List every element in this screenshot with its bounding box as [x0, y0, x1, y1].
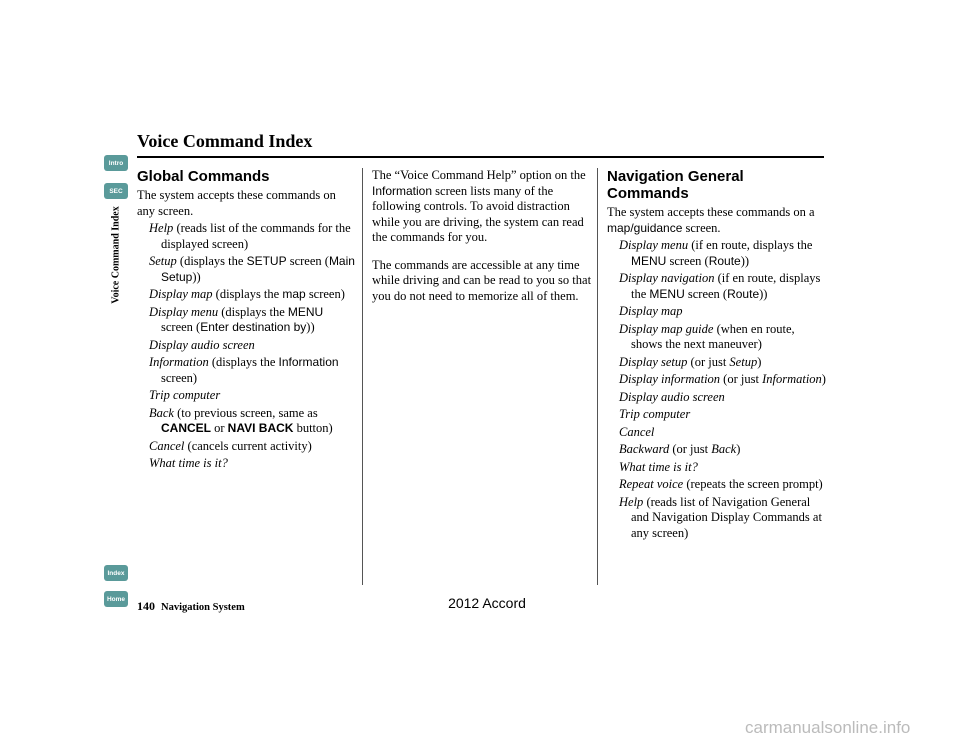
section-name: Navigation System: [161, 602, 245, 613]
command-item: Display map guide (when en route, shows the next maneuver): [619, 321, 795, 351]
command-item: What time is it?: [619, 459, 698, 474]
global-commands-column: [137, 168, 357, 472]
watermark: carmanualsonline.info: [745, 718, 911, 737]
command-item: What time is it?: [149, 456, 228, 470]
global-commands-intro: The system accepts these commands on any screen.: [137, 188, 336, 218]
column-divider: [597, 168, 598, 585]
index-tab[interactable]: Index: [104, 565, 128, 581]
navigation-commands-column: [607, 168, 827, 541]
global-commands-heading: Global Commands: [137, 168, 270, 185]
page-title: Voice Command Index: [137, 131, 313, 151]
command-item: Display map: [619, 304, 683, 318]
page-number: 140: [137, 599, 155, 613]
command-item: Display navigation (if en route, displays the MENU screen (Route)): [619, 271, 821, 301]
command-item: Display information (or just Information): [619, 372, 826, 386]
command-item: Display setup (or just Setup): [619, 354, 762, 369]
voice-help-paragraph: The “Voice Command Help” option on the Information screen lists many of the following controls. To avoid distraction while you are driving, the system can read the commands for you.: [372, 168, 586, 244]
voice-access-paragraph: The commands are accessible at any time while driving and can be read to you so that you do not need to memorize all of them.: [372, 257, 592, 303]
command-item: Display audio screen: [149, 337, 255, 352]
navigation-commands-heading: Navigation General Commands: [607, 168, 744, 202]
model-label: 2012 Accord: [448, 595, 526, 611]
command-item: Display audio screen: [619, 389, 725, 404]
command-item: Display menu (if en route, displays the MENU screen (Route)): [619, 238, 813, 268]
column-divider: [362, 168, 363, 585]
command-item: Display map (displays the map screen): [149, 287, 345, 301]
command-item: Cancel: [619, 424, 655, 439]
navigation-commands-intro: The system accepts these commands on a map/guidance screen.: [607, 205, 815, 235]
command-item: Information (displays the Information screen): [149, 355, 339, 385]
command-item: Repeat voice (repeats the screen prompt): [619, 477, 823, 491]
command-item: Help (reads list of Navigation General and Navigation Display Commands at any screen): [619, 494, 822, 540]
voice-help-column: [372, 168, 592, 304]
command-item: Cancel (cancels current activity): [149, 438, 312, 453]
command-item: Back (to previous screen, same as CANCEL or NAVI BACK button): [149, 405, 333, 435]
command-item: Display menu (displays the MENU screen (Enter destination by)): [149, 304, 324, 334]
command-item: Help (reads list of the commands for the displayed screen): [149, 221, 351, 251]
side-section-label-text: Voice Command Index: [110, 206, 122, 304]
command-item: Backward (or just Back): [619, 442, 741, 456]
home-tab[interactable]: Home: [104, 591, 128, 607]
intro-tab[interactable]: Intro: [104, 155, 128, 171]
command-item: Setup (displays the SETUP screen (Main Setup)): [149, 254, 355, 284]
command-item: Trip computer: [619, 407, 691, 421]
side-section-label: [104, 190, 128, 320]
footer-page: [137, 599, 245, 614]
title-rule: [137, 156, 824, 158]
command-item: Trip computer: [149, 388, 221, 402]
sec-tab[interactable]: SEC: [104, 183, 128, 199]
